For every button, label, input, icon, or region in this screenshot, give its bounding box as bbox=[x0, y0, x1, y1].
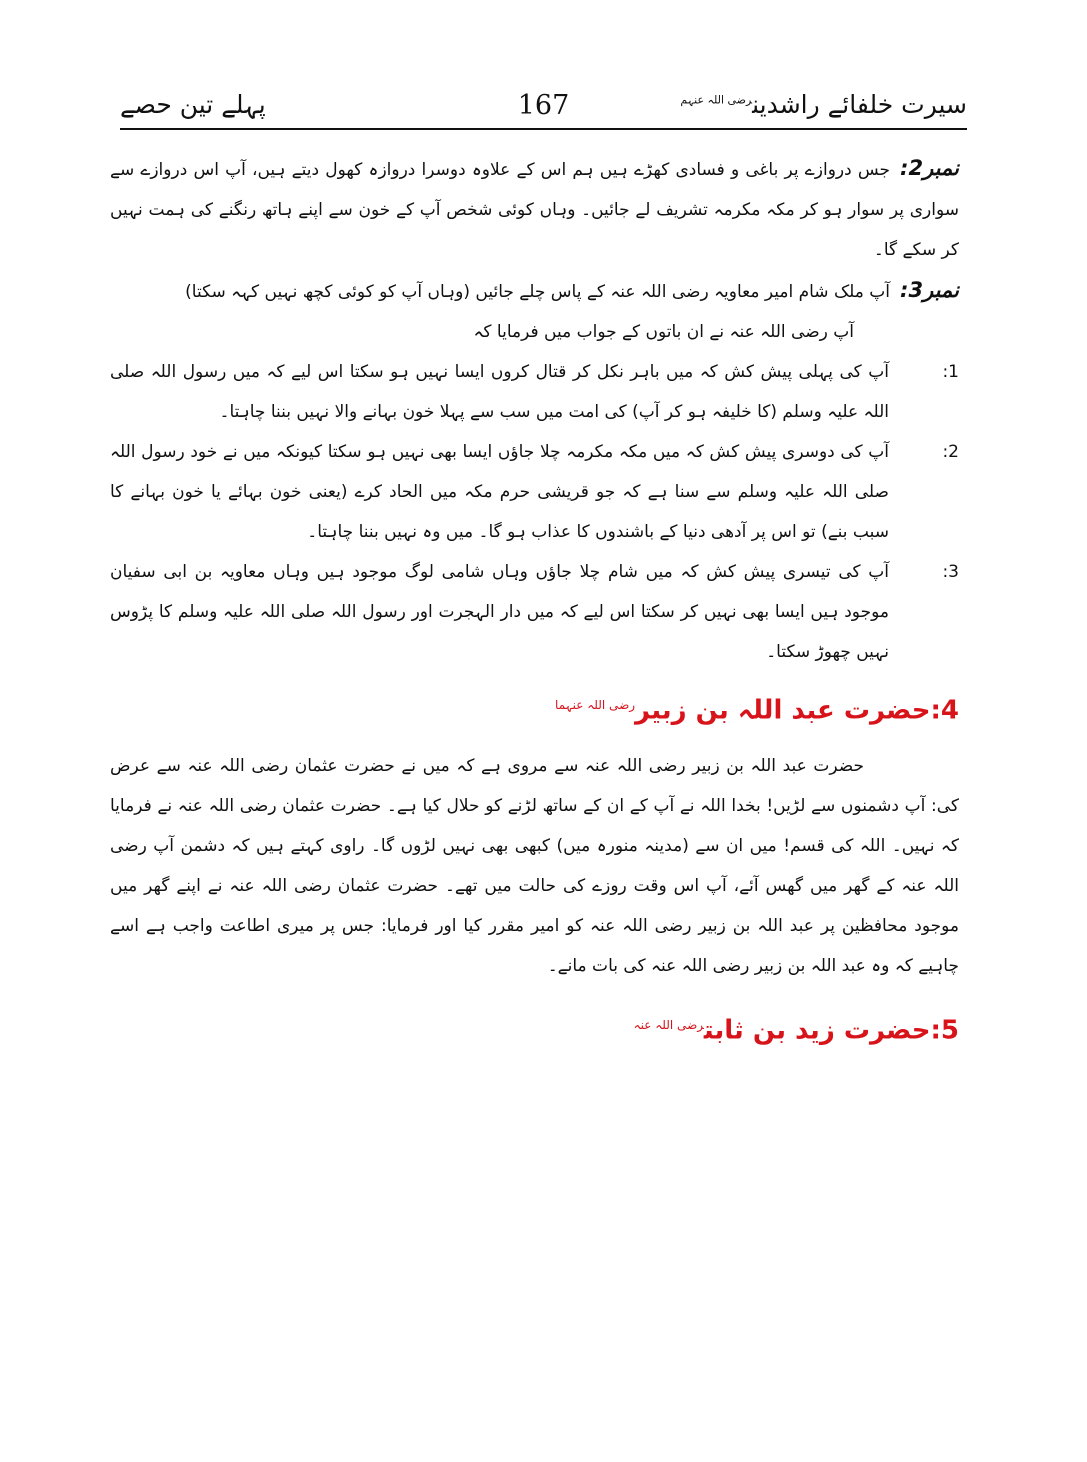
page-body bbox=[110, 148, 959, 1065]
section-heading-text: 4:حضرت عبد اللہ بن زبیر bbox=[635, 695, 959, 726]
answer-number: 1: bbox=[942, 362, 959, 382]
answer-item bbox=[110, 552, 959, 672]
point-label: نمبر2: bbox=[900, 156, 959, 180]
reply-intro: آپ رضی اللہ عنہ نے ان باتوں کے جواب میں فرمایا کہ bbox=[473, 322, 854, 342]
spacer bbox=[110, 986, 959, 992]
book-title-text: سیرت خلفائے راشدین bbox=[752, 90, 967, 119]
point-text: جس دروازے پر باغی و فسادی کھڑے ہیں ہم اس کے علاوہ دوسرا دروازہ کھول دیتے ہیں، آپ اس دروازے سے سواری پر سوار ہو کر مکہ مکرمہ تشریف لے جائیں۔ وہاں کوئی شخص آپ کے خون سے اپنے ہاتھ رنگنے کی ہمت نہیں کر سکے گا۔ bbox=[110, 160, 959, 260]
point-text: آپ ملک شام امیر معاویہ رضی اللہ عنہ کے پاس چلے جائیں (وہاں آپ کو کوئی کچھ نہیں کہہ سکتا) bbox=[185, 282, 891, 302]
section-4-paragraph: حضرت عبد اللہ بن زبیر رضی اللہ عنہ سے مروی ہے کہ میں نے حضرت عثمان رضی اللہ عنہ سے عرض کی: آپ دشمنوں سے لڑیں! بخدا اللہ نے آپ کے ان کے ساتھ لڑنے کو حلال کیا ہے۔ حضرت عثمان رضی اللہ عنہ نے فرمایا کہ نہیں۔ اللہ کی قسم! میں ان سے (مدینہ منورہ میں) کبھی بھی نہیں لڑوں گا۔ راوی کہتے ہیں کہ دشمن آپ رضی اللہ عنہ کے گھر میں گھس آئے، آپ اس وقت روزے کی حالت میں تھے۔ حضرت عثمان رضی اللہ عنہ نے اپنے گھر میں موجود محافظین پر عبد اللہ بن زبیر رضی اللہ عنہ کو امیر مقرر کیا اور فرمایا: جس پر میری اطاعت واجب ہے اسے چاہیے کہ وہ عبد اللہ بن زبیر رضی اللہ عنہ کی بات مانے۔ bbox=[110, 755, 959, 976]
point-label: نمبر3: bbox=[900, 278, 959, 302]
running-header bbox=[120, 88, 967, 130]
answer-text: آپ کی تیسری پیش کش کہ میں شام چلا جاؤں وہاں شامی لوگ موجود ہیں وہاں معاویہ بن ابی سفیان موجود ہیں ایسا بھی نہیں کر سکتا اس لیے کہ میں دار الہجرت اور رسول اللہ صلی اللہ علیہ وسلم کا پڑوس نہیں چھوڑ سکتا۔ bbox=[110, 562, 889, 662]
part-label: پہلے تین حصے bbox=[120, 90, 266, 119]
page-number: 167 bbox=[517, 90, 570, 121]
answer-number: 2: bbox=[942, 442, 959, 462]
answer-number: 3: bbox=[942, 562, 959, 582]
heading-honorific: رضی اللہ عنہ bbox=[633, 1017, 704, 1032]
answer-text: آپ کی دوسری پیش کش کہ میں مکہ مکرمہ چلا جاؤں ایسا بھی نہیں ہو سکتا کیونکہ میں نے خود رسول اللہ صلی اللہ علیہ وسلم سے سنا ہے کہ جو قریشی حرم مکہ میں الحاد کرے (یعنی خون بہائے یا خون بہانے کا سبب بنے) تو اس پر آدھی دنیا کے باشندوں کا عذاب ہو گا۔ میں وہ نہیں بننا چاہتا۔ bbox=[110, 442, 889, 542]
answer-text: آپ کی پہلی پیش کش کہ میں باہر نکل کر قتال کروں ایسا نہیں ہو سکتا اس لیے کہ میں رسول اللہ صلی اللہ علیہ وسلم (کا خلیفہ ہو کر آپ) کی امت میں سب سے پہلا خون بہانے والا نہیں بننا چاہتا۔ bbox=[110, 362, 889, 422]
section-heading-4 bbox=[110, 682, 959, 734]
heading-honorific: رضی اللہ عنہما bbox=[555, 698, 636, 712]
section-heading-text: 5:حضرت زید بن ثابت bbox=[703, 1015, 959, 1046]
section-heading-5 bbox=[110, 1002, 959, 1054]
answer-item bbox=[110, 432, 959, 552]
title-honorific: رضی اللہ عنہم bbox=[680, 93, 753, 107]
point-no2 bbox=[110, 148, 959, 270]
point-no3 bbox=[110, 270, 959, 312]
answer-item bbox=[110, 352, 959, 432]
